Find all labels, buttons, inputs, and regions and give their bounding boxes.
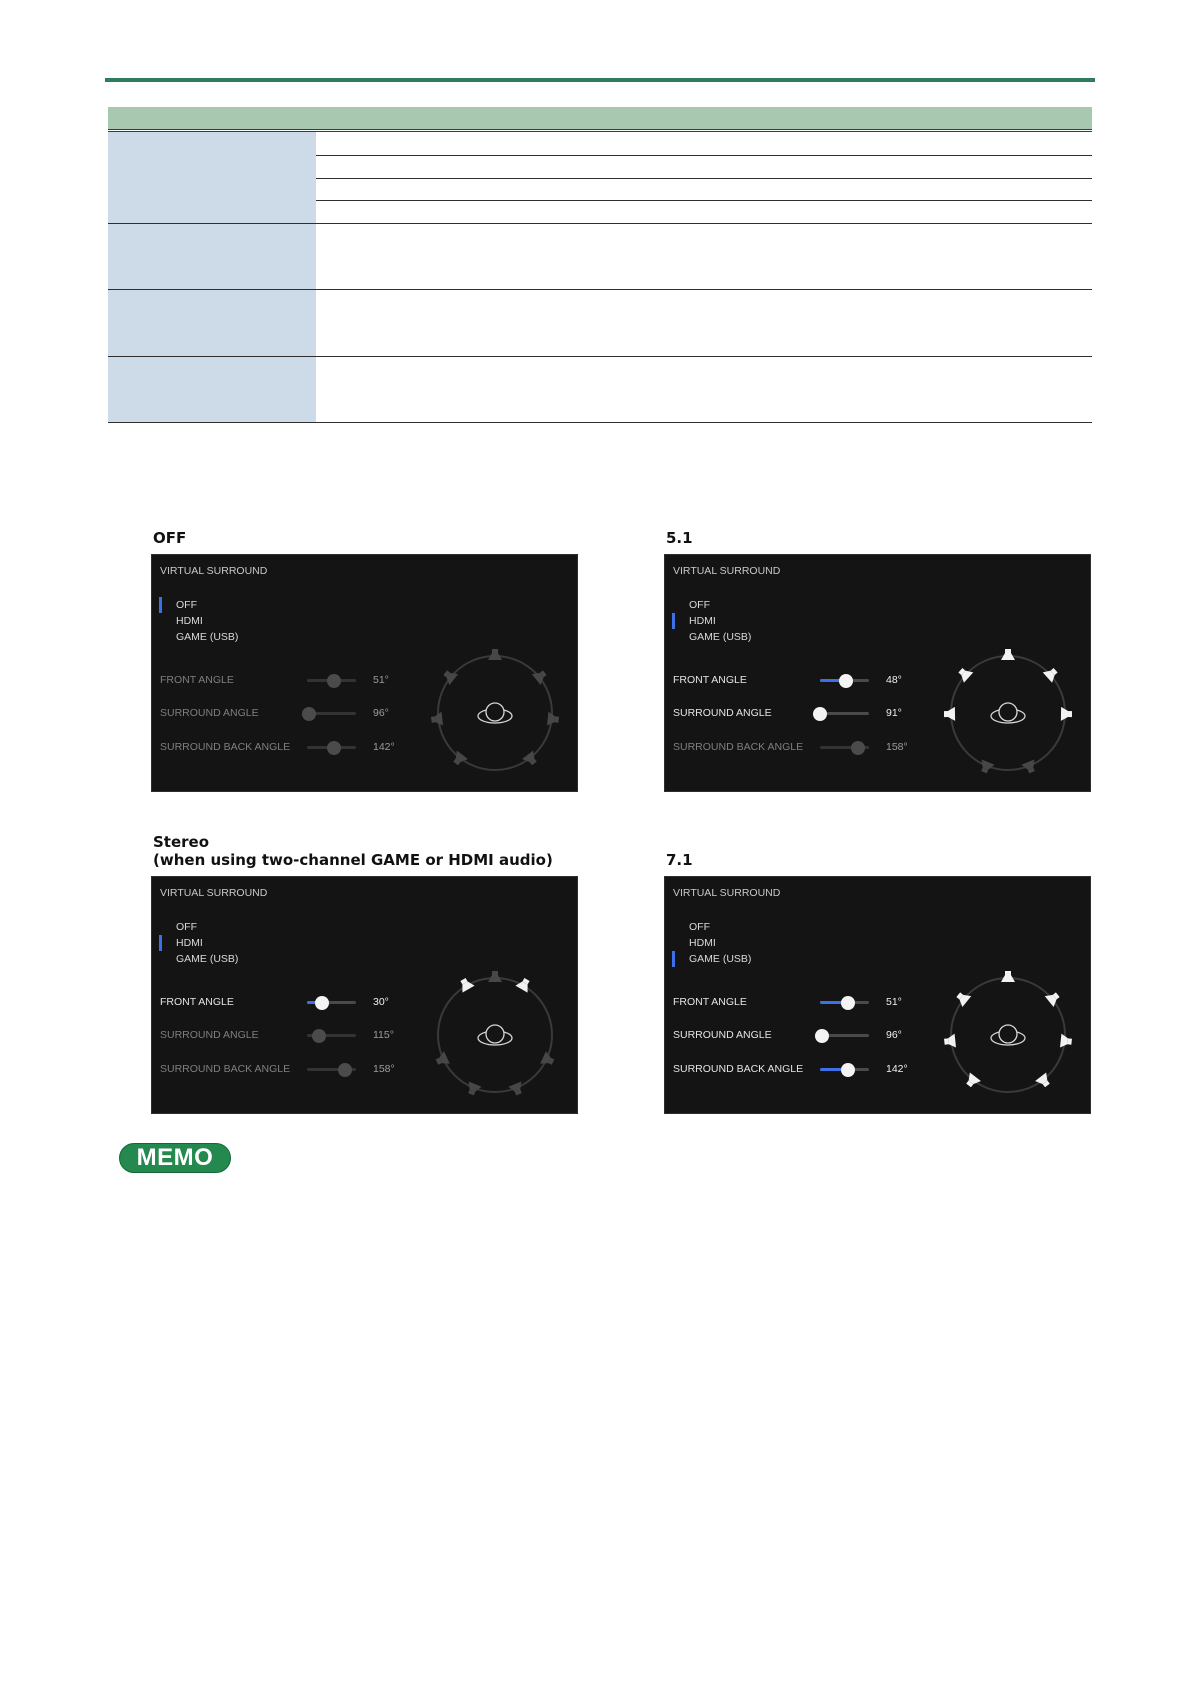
option-off[interactable]: OFF [176, 921, 197, 933]
option-hdmi[interactable]: HDMI [176, 937, 203, 949]
option-hdmi[interactable]: HDMI [689, 937, 716, 949]
surround-back-left-speaker-icon [450, 750, 468, 767]
option-off[interactable]: OFF [689, 599, 710, 611]
front-angle-slider[interactable] [820, 679, 869, 682]
table-row [108, 224, 1092, 290]
surround-back-angle-value: 158° [886, 741, 908, 753]
surround-right-speaker-icon [547, 712, 559, 727]
surround-back-angle-slider-thumb[interactable] [841, 1063, 855, 1077]
front-angle-label: FRONT ANGLE [160, 996, 234, 1008]
option-game-usb[interactable]: GAME (USB) [176, 631, 239, 643]
surround-right-speaker-icon [1060, 1034, 1072, 1049]
surround-angle-slider[interactable] [820, 712, 869, 715]
center-speaker-icon [488, 971, 502, 982]
front-angle-value: 48° [886, 674, 902, 686]
front-angle-slider[interactable] [307, 679, 356, 682]
table-row [108, 131, 1092, 224]
table-row [108, 290, 1092, 357]
virtual-surround-screenshot-off [151, 554, 578, 792]
front-angle-slider-thumb[interactable] [839, 674, 853, 688]
surround-angle-label: SURROUND ANGLE [673, 707, 772, 719]
option-hdmi[interactable]: HDMI [689, 615, 716, 627]
surround-angle-slider-thumb[interactable] [312, 1029, 326, 1043]
front-angle-slider[interactable] [307, 1001, 356, 1004]
caption-stereo: Stereo [153, 833, 210, 851]
surround-back-angle-slider[interactable] [820, 746, 869, 749]
listener-head-icon [478, 703, 512, 723]
surround-back-angle-value: 158° [373, 1063, 395, 1075]
selected-option-indicator [159, 597, 162, 613]
virtual-surround-screenshot-7-1 [664, 876, 1091, 1114]
listener-head-icon [478, 1025, 512, 1045]
front-angle-slider-thumb[interactable] [327, 674, 341, 688]
surround-left-speaker-icon [944, 1034, 956, 1049]
center-speaker-icon [1001, 971, 1015, 982]
front-right-speaker-icon [1045, 989, 1062, 1007]
surround-back-angle-slider[interactable] [820, 1068, 869, 1071]
speaker-layout-diagram [425, 965, 565, 1105]
surround-angle-value: 91° [886, 707, 902, 719]
table-key-cell [108, 224, 316, 289]
parameter-table [108, 107, 1092, 423]
surround-back-angle-label: SURROUND BACK ANGLE [673, 741, 804, 753]
virtual-surround-screenshot-5-1 [664, 554, 1091, 792]
front-angle-slider-thumb[interactable] [315, 996, 329, 1010]
surround-back-right-speaker-icon [522, 750, 540, 767]
surround-angle-slider-thumb[interactable] [813, 707, 827, 721]
surround-right-speaker-icon [1061, 707, 1072, 721]
surround-back-angle-slider[interactable] [307, 746, 356, 749]
virtual-surround-title: VIRTUAL SURROUND [673, 565, 781, 577]
surround-back-left-speaker-icon [963, 1072, 981, 1089]
option-game-usb[interactable]: GAME (USB) [689, 631, 752, 643]
table-subrow-divider [316, 155, 1092, 156]
front-angle-slider-thumb[interactable] [841, 996, 855, 1010]
selected-option-indicator [672, 951, 675, 967]
surround-angle-slider-thumb[interactable] [815, 1029, 829, 1043]
selected-option-indicator [159, 935, 162, 951]
speaker-layout-diagram [938, 965, 1078, 1105]
table-row [108, 357, 1092, 423]
table-key-cell [108, 132, 316, 223]
front-angle-value: 51° [373, 674, 389, 686]
front-angle-value: 30° [373, 996, 389, 1008]
surround-angle-slider-thumb[interactable] [302, 707, 316, 721]
front-angle-label: FRONT ANGLE [673, 674, 747, 686]
caption-stereo-note: (when using two-channel GAME or HDMI audio) [153, 851, 553, 869]
option-off[interactable]: OFF [176, 599, 197, 611]
listener-head-icon [991, 703, 1025, 723]
caption-7-1: 7.1 [666, 851, 693, 869]
option-off[interactable]: OFF [689, 921, 710, 933]
surround-angle-value: 96° [886, 1029, 902, 1041]
selected-option-indicator [672, 613, 675, 629]
table-value-cell [316, 357, 1092, 422]
virtual-surround-title: VIRTUAL SURROUND [673, 887, 781, 899]
surround-back-right-speaker-icon [1035, 1072, 1053, 1089]
surround-angle-label: SURROUND ANGLE [673, 1029, 772, 1041]
surround-angle-slider[interactable] [820, 1034, 869, 1037]
virtual-surround-title: VIRTUAL SURROUND [160, 565, 268, 577]
front-right-speaker-icon [532, 667, 549, 685]
surround-back-angle-slider-thumb[interactable] [338, 1063, 352, 1077]
surround-angle-slider[interactable] [307, 712, 356, 715]
surround-back-angle-label: SURROUND BACK ANGLE [160, 741, 291, 753]
surround-angle-label: SURROUND ANGLE [160, 707, 259, 719]
surround-back-angle-label: SURROUND BACK ANGLE [160, 1063, 291, 1075]
speaker-layout-diagram [938, 643, 1078, 783]
front-left-speaker-icon [954, 989, 971, 1007]
table-key-cell [108, 290, 316, 356]
front-angle-label: FRONT ANGLE [673, 996, 747, 1008]
front-right-speaker-icon [1043, 665, 1061, 683]
surround-angle-value: 96° [373, 707, 389, 719]
front-left-speaker-icon [956, 665, 974, 683]
surround-back-angle-slider[interactable] [307, 1068, 356, 1071]
table-header-row [108, 107, 1092, 130]
center-speaker-icon [488, 649, 502, 660]
table-value-cell [316, 290, 1092, 356]
surround-angle-value: 115° [373, 1029, 394, 1041]
surround-angle-slider[interactable] [307, 1034, 356, 1037]
center-speaker-icon [1001, 649, 1015, 660]
surround-back-angle-value: 142° [886, 1063, 908, 1075]
listener-head-icon [991, 1025, 1025, 1045]
surround-back-angle-slider-thumb[interactable] [851, 741, 865, 755]
table-value-cell [316, 224, 1092, 289]
table-key-cell [108, 357, 316, 422]
memo-badge: MEMO [119, 1143, 231, 1173]
surround-left-speaker-icon [431, 712, 443, 727]
front-left-speaker-icon [441, 667, 458, 685]
virtual-surround-title: VIRTUAL SURROUND [160, 887, 268, 899]
caption-off: OFF [153, 529, 187, 547]
surround-back-angle-value: 142° [373, 741, 395, 753]
front-angle-value: 51° [886, 996, 902, 1008]
table-subrow-divider [316, 178, 1092, 179]
virtual-surround-screenshot-stereo [151, 876, 578, 1114]
surround-back-angle-slider-thumb[interactable] [327, 741, 341, 755]
surround-back-angle-label: SURROUND BACK ANGLE [673, 1063, 804, 1075]
caption-5-1: 5.1 [666, 529, 693, 547]
front-angle-label: FRONT ANGLE [160, 674, 234, 686]
option-game-usb[interactable]: GAME (USB) [689, 953, 752, 965]
table-subrow-divider [316, 200, 1092, 201]
speaker-layout-diagram [425, 643, 565, 783]
surround-left-speaker-icon [944, 707, 955, 721]
surround-angle-label: SURROUND ANGLE [160, 1029, 259, 1041]
section-header-rule [105, 78, 1095, 82]
front-angle-slider[interactable] [820, 1001, 869, 1004]
option-hdmi[interactable]: HDMI [176, 615, 203, 627]
option-game-usb[interactable]: GAME (USB) [176, 953, 239, 965]
